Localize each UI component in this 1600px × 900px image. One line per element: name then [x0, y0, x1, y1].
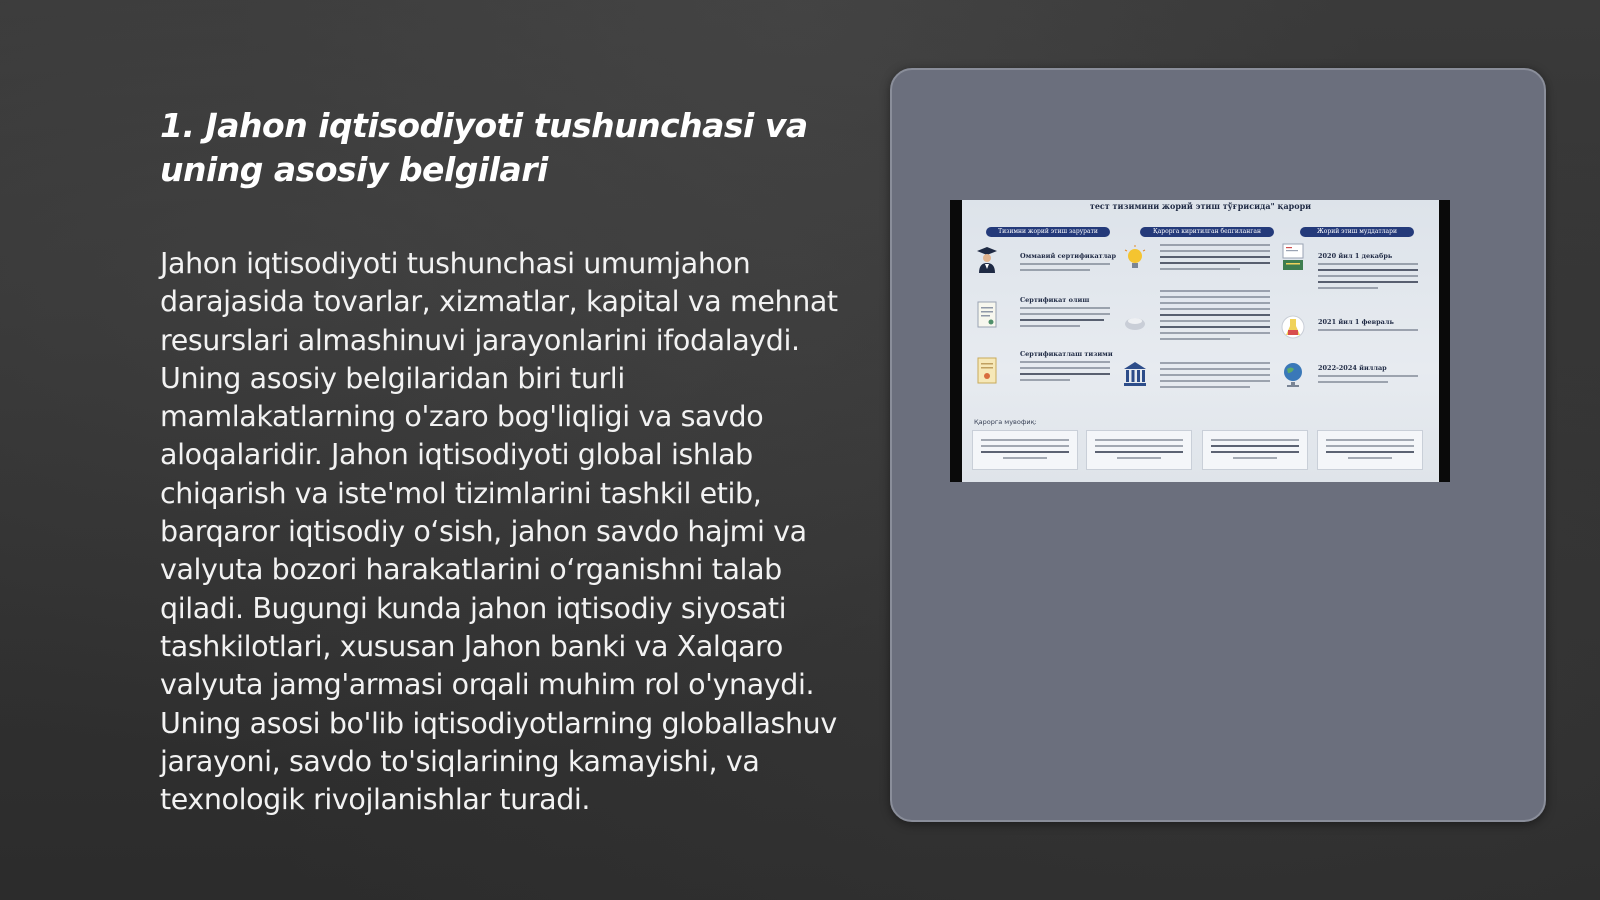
- globe-icon: [1280, 360, 1306, 390]
- poster-image: [950, 200, 1450, 482]
- poster-date-3: 2022-2024 йиллар: [1318, 364, 1387, 372]
- text-line: [1211, 451, 1299, 453]
- text-line: [1117, 457, 1161, 459]
- text-line: [1095, 439, 1183, 441]
- poster-heading: тест тизимини жорий этиш тўғрисида" қарори: [1089, 201, 1312, 211]
- poster-pill-necessity: Тизимни жорий этиш зарурати: [986, 227, 1110, 237]
- poster-card: [972, 430, 1078, 470]
- poster-date-1: 2020 йил 1 декабрь: [1318, 252, 1393, 260]
- text-line: [1318, 375, 1418, 377]
- slide-body-text: Jahon iqtisodiyoti tushunchasi umumjahon darajasida tovarlar, xizmatlar, kapital va mehnat resurslari almashinuvi jarayonlarini ifodalaydi. Uning asosiy belgilaridan biri turli mamlakatlarning o'zaro bog'liqligi va savdo aloqalaridir. Jahon iqtisodiyoti global ishlab chiqarish va iste'mol tizimlarini tashkil etib, barqaror iqtisodiy o‘sish, jahon savdo hajmi va valyuta bozori harakatlarini o‘rganishni talab qiladi. Bugungi kunda jahon iqtisodiy siyosati tashkilotlari, xususan Jahon banki va Xalqaro valyuta jamg'armasi orqali muhim rol o'ynaydi. Uning asosi bo'lib iqtisodiyotlarning globallashuv jarayoni, savdo to'siqlarining kamayishi, va texnologik rivojlanishlar turadi.: [160, 247, 838, 817]
- text-line: [1160, 262, 1270, 264]
- text-line: [1020, 313, 1110, 315]
- text-line: [1020, 373, 1110, 375]
- text-line: [1160, 320, 1270, 322]
- poster-card: [1317, 430, 1423, 470]
- text-line: [1160, 290, 1270, 292]
- text-line: [1160, 362, 1270, 364]
- text-line: [1160, 268, 1240, 270]
- text-line: [1160, 386, 1250, 388]
- poster-pill-defined: Қарорга киритилган бепгиланган: [1140, 227, 1274, 237]
- poster-label-3: Сертификатлаш тизими: [1020, 350, 1113, 358]
- text-line: [1160, 332, 1270, 334]
- hand-icon: [1122, 306, 1148, 336]
- text-line: [1318, 269, 1418, 271]
- text-line: [1160, 338, 1230, 340]
- diploma-icon: [974, 356, 1000, 386]
- text-line: [1326, 445, 1414, 447]
- text-line: [1326, 439, 1414, 441]
- poster-pill-deadlines: Жорий этиш муддатлари: [1300, 227, 1414, 237]
- text-line: [1160, 368, 1270, 370]
- text-line: [981, 445, 1069, 447]
- text-line: [1020, 269, 1090, 271]
- text-line: [1318, 281, 1418, 283]
- text-line: [1095, 445, 1183, 447]
- text-line: [1160, 308, 1270, 310]
- text-line: [1160, 244, 1270, 246]
- text-line: [1160, 380, 1270, 382]
- text-line: [1160, 326, 1270, 328]
- text-line: [1348, 457, 1392, 459]
- text-line: [1318, 275, 1418, 277]
- text-line: [1095, 451, 1183, 453]
- poster-infographic: [962, 200, 1439, 482]
- text-line: [1020, 325, 1080, 327]
- text-line: [981, 439, 1069, 441]
- text-line: [981, 451, 1069, 453]
- book-icon: [1280, 242, 1306, 272]
- poster-card: [1086, 430, 1192, 470]
- text-line: [1160, 296, 1270, 298]
- text-line: [1318, 263, 1418, 265]
- text-line: [1003, 457, 1047, 459]
- slide-title: 1. Jahon iqtisodiyoti tushunchasi va uning asosiy belgilari: [160, 106, 808, 189]
- flask-icon: [1280, 312, 1306, 342]
- text-line: [1211, 445, 1299, 447]
- text-line: [1326, 451, 1414, 453]
- text-line: [1160, 374, 1270, 376]
- text-line: [1160, 256, 1270, 258]
- text-line: [1020, 379, 1070, 381]
- text-line: [1020, 361, 1110, 363]
- bank-icon: [1122, 360, 1148, 390]
- poster-footer-label: Қарорга мувофиқ:: [974, 418, 1037, 426]
- text-line: [1020, 367, 1110, 369]
- text-line: [1020, 307, 1110, 309]
- text-line: [1318, 329, 1418, 331]
- text-line: [1160, 250, 1270, 252]
- text-line: [1233, 457, 1277, 459]
- certificate-icon: [974, 300, 1000, 330]
- poster-date-2: 2021 йил 1 февраль: [1318, 318, 1394, 326]
- text-line: [1318, 287, 1378, 289]
- text-line: [1160, 302, 1270, 304]
- poster-label-2: Сертификат олиш: [1020, 296, 1090, 304]
- text-line: [1211, 439, 1299, 441]
- graduate-icon: [974, 244, 1000, 274]
- lightbulb-icon: [1122, 244, 1148, 274]
- poster-card: [1202, 430, 1308, 470]
- text-line: [1318, 381, 1388, 383]
- text-line: [1160, 314, 1270, 316]
- text-line: [1020, 263, 1110, 265]
- poster-label-1: Оммавий сертификатлар: [1020, 252, 1117, 260]
- text-line: [1020, 319, 1104, 321]
